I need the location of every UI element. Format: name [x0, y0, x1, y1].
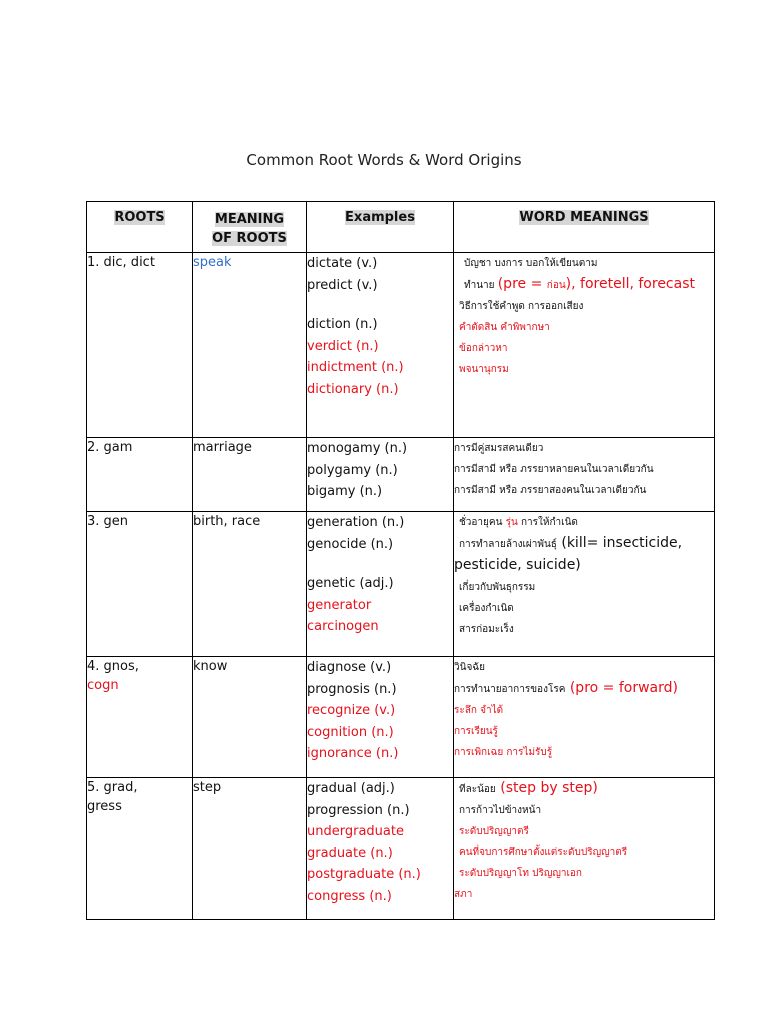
root-line: 4. gnos,	[87, 659, 139, 674]
meaning-item: เครื่องกำเนิด	[459, 603, 514, 614]
root-line: gress	[87, 799, 122, 814]
example-item: generation (n.)	[307, 515, 405, 530]
meaning-item: วินิจฉัย	[454, 662, 485, 673]
meaning-item: คำตัดสิน คำพิพากษา	[459, 322, 550, 333]
meaning-item: การมีสามี หรือ ภรรยาหลายคนในเวลาเดียวกัน	[454, 464, 654, 475]
example-item: dictate (v.)	[307, 256, 378, 271]
root-cell	[87, 657, 193, 778]
example-item: undergraduate	[307, 824, 404, 839]
example-item: prognosis (n.)	[307, 681, 397, 697]
meaning-cell: birth, race	[193, 512, 307, 657]
meaning-item: การเรียนรู้	[454, 726, 498, 737]
meaning-item: การมีสามี หรือ ภรรยาสองคนในเวลาเดียวกัน	[454, 485, 647, 496]
header-word-meanings: WORD MEANINGS	[454, 202, 715, 253]
meaning-item: สารก่อมะเร็ง	[459, 624, 514, 635]
meaning-item: ทีละน้อย (step by step)	[459, 780, 598, 796]
examples-cell	[307, 657, 454, 778]
meaning-item: เกี่ยวกับพันธุกรรม	[459, 582, 536, 593]
example-item: congress (n.)	[307, 888, 392, 904]
table-row	[87, 657, 715, 778]
meaning-item: พจนานุกรม	[459, 364, 509, 375]
table-header-row	[87, 202, 715, 253]
header-roots: ROOTS	[87, 202, 193, 253]
word-meanings-cell	[454, 657, 715, 778]
meaning-item: ระดับปริญญาตรี	[459, 826, 529, 837]
root-words-table	[86, 201, 715, 920]
meaning-item: วิธีการใช้คำพูด การออกเสียง	[459, 301, 584, 312]
example-item: dictionary (n.)	[307, 381, 399, 397]
meaning-item: ชั่วอายุคน รุ่น การให้กำเนิด	[459, 517, 578, 528]
meaning-item: การมีคู่สมรสคนเดียว	[454, 443, 544, 454]
example-item: ignorance (n.)	[307, 746, 399, 761]
page-title: Common Root Words & Word Origins	[246, 151, 522, 169]
header-meaning-of-roots	[193, 202, 307, 253]
meaning-item: สภา	[454, 889, 473, 900]
example-item: graduate (n.)	[307, 845, 393, 861]
examples-cell	[307, 438, 454, 512]
meaning-item: ทำนาย (pre = ก่อน), foretell, forecast	[464, 276, 695, 292]
table-row	[87, 438, 715, 512]
example-item: genetic (adj.)	[307, 576, 394, 591]
word-meanings-cell	[454, 512, 715, 657]
header-examples: Examples	[307, 202, 454, 253]
example-item: generator	[307, 597, 372, 613]
example-item: verdict (n.)	[307, 338, 379, 354]
meaning-item: การก้าวไปข้างหน้า	[459, 805, 542, 816]
meaning-item: บัญชา บงการ บอกให้เขียนตาม	[464, 258, 598, 269]
example-item: indictment (n.)	[307, 360, 404, 375]
meaning-item: การทำนายอาการของโรค (pro = forward)	[454, 680, 678, 696]
meaning-item: ระลึก จำได้	[454, 705, 504, 716]
table-row	[87, 253, 715, 438]
meaning-item: การเพิกเฉย การไม่รับรู้	[454, 747, 553, 758]
example-item: progression (n.)	[307, 802, 410, 818]
example-item: genocide (n.)	[307, 536, 394, 552]
root-line: cogn	[87, 678, 119, 693]
example-item: diagnose (v.)	[307, 660, 392, 675]
examples-cell	[307, 253, 454, 438]
word-meanings-cell	[454, 438, 715, 512]
root-cell	[87, 778, 193, 920]
example-item: cognition (n.)	[307, 724, 394, 740]
meaning-item: คนที่จบการศึกษาตั้งแต่ระดับปริญญาตรี	[459, 847, 628, 858]
example-item: bigamy (n.)	[307, 484, 383, 499]
example-item: predict (v.)	[307, 277, 378, 293]
table-row	[87, 512, 715, 657]
word-meanings-cell	[454, 778, 715, 920]
example-item: diction (n.)	[307, 317, 378, 332]
example-item: monogamy (n.)	[307, 441, 408, 456]
header-meaning-line1: MEANING	[214, 212, 285, 227]
root-line: 5. grad,	[87, 780, 138, 795]
example-item: carcinogen	[307, 619, 379, 634]
root-cell: 3. gen	[87, 512, 193, 657]
table-row	[87, 778, 715, 920]
meaning-cell: marriage	[193, 438, 307, 512]
root-cell: 2. gam	[87, 438, 193, 512]
meaning-cell: step	[193, 778, 307, 920]
root-cell: 1. dic, dict	[87, 253, 193, 438]
examples-cell	[307, 512, 454, 657]
example-item: postgraduate (n.)	[307, 867, 421, 882]
example-item: polygamy (n.)	[307, 462, 398, 478]
meaning-cell: know	[193, 657, 307, 778]
meaning-item: การทำลายล้างเผ่าพันธุ์ (kill= insecticide, pesticide, suicide)	[454, 535, 683, 573]
word-meanings-cell	[454, 253, 715, 438]
examples-cell	[307, 778, 454, 920]
header-meaning-line2: OF ROOTS	[212, 231, 287, 246]
meaning-cell: speak	[193, 253, 307, 438]
meaning-item: ระดับปริญญาโท ปริญญาเอก	[459, 868, 582, 879]
example-item: recognize (v.)	[307, 703, 396, 718]
meaning-item: ข้อกล่าวหา	[459, 343, 508, 354]
example-item: gradual (adj.)	[307, 781, 395, 796]
